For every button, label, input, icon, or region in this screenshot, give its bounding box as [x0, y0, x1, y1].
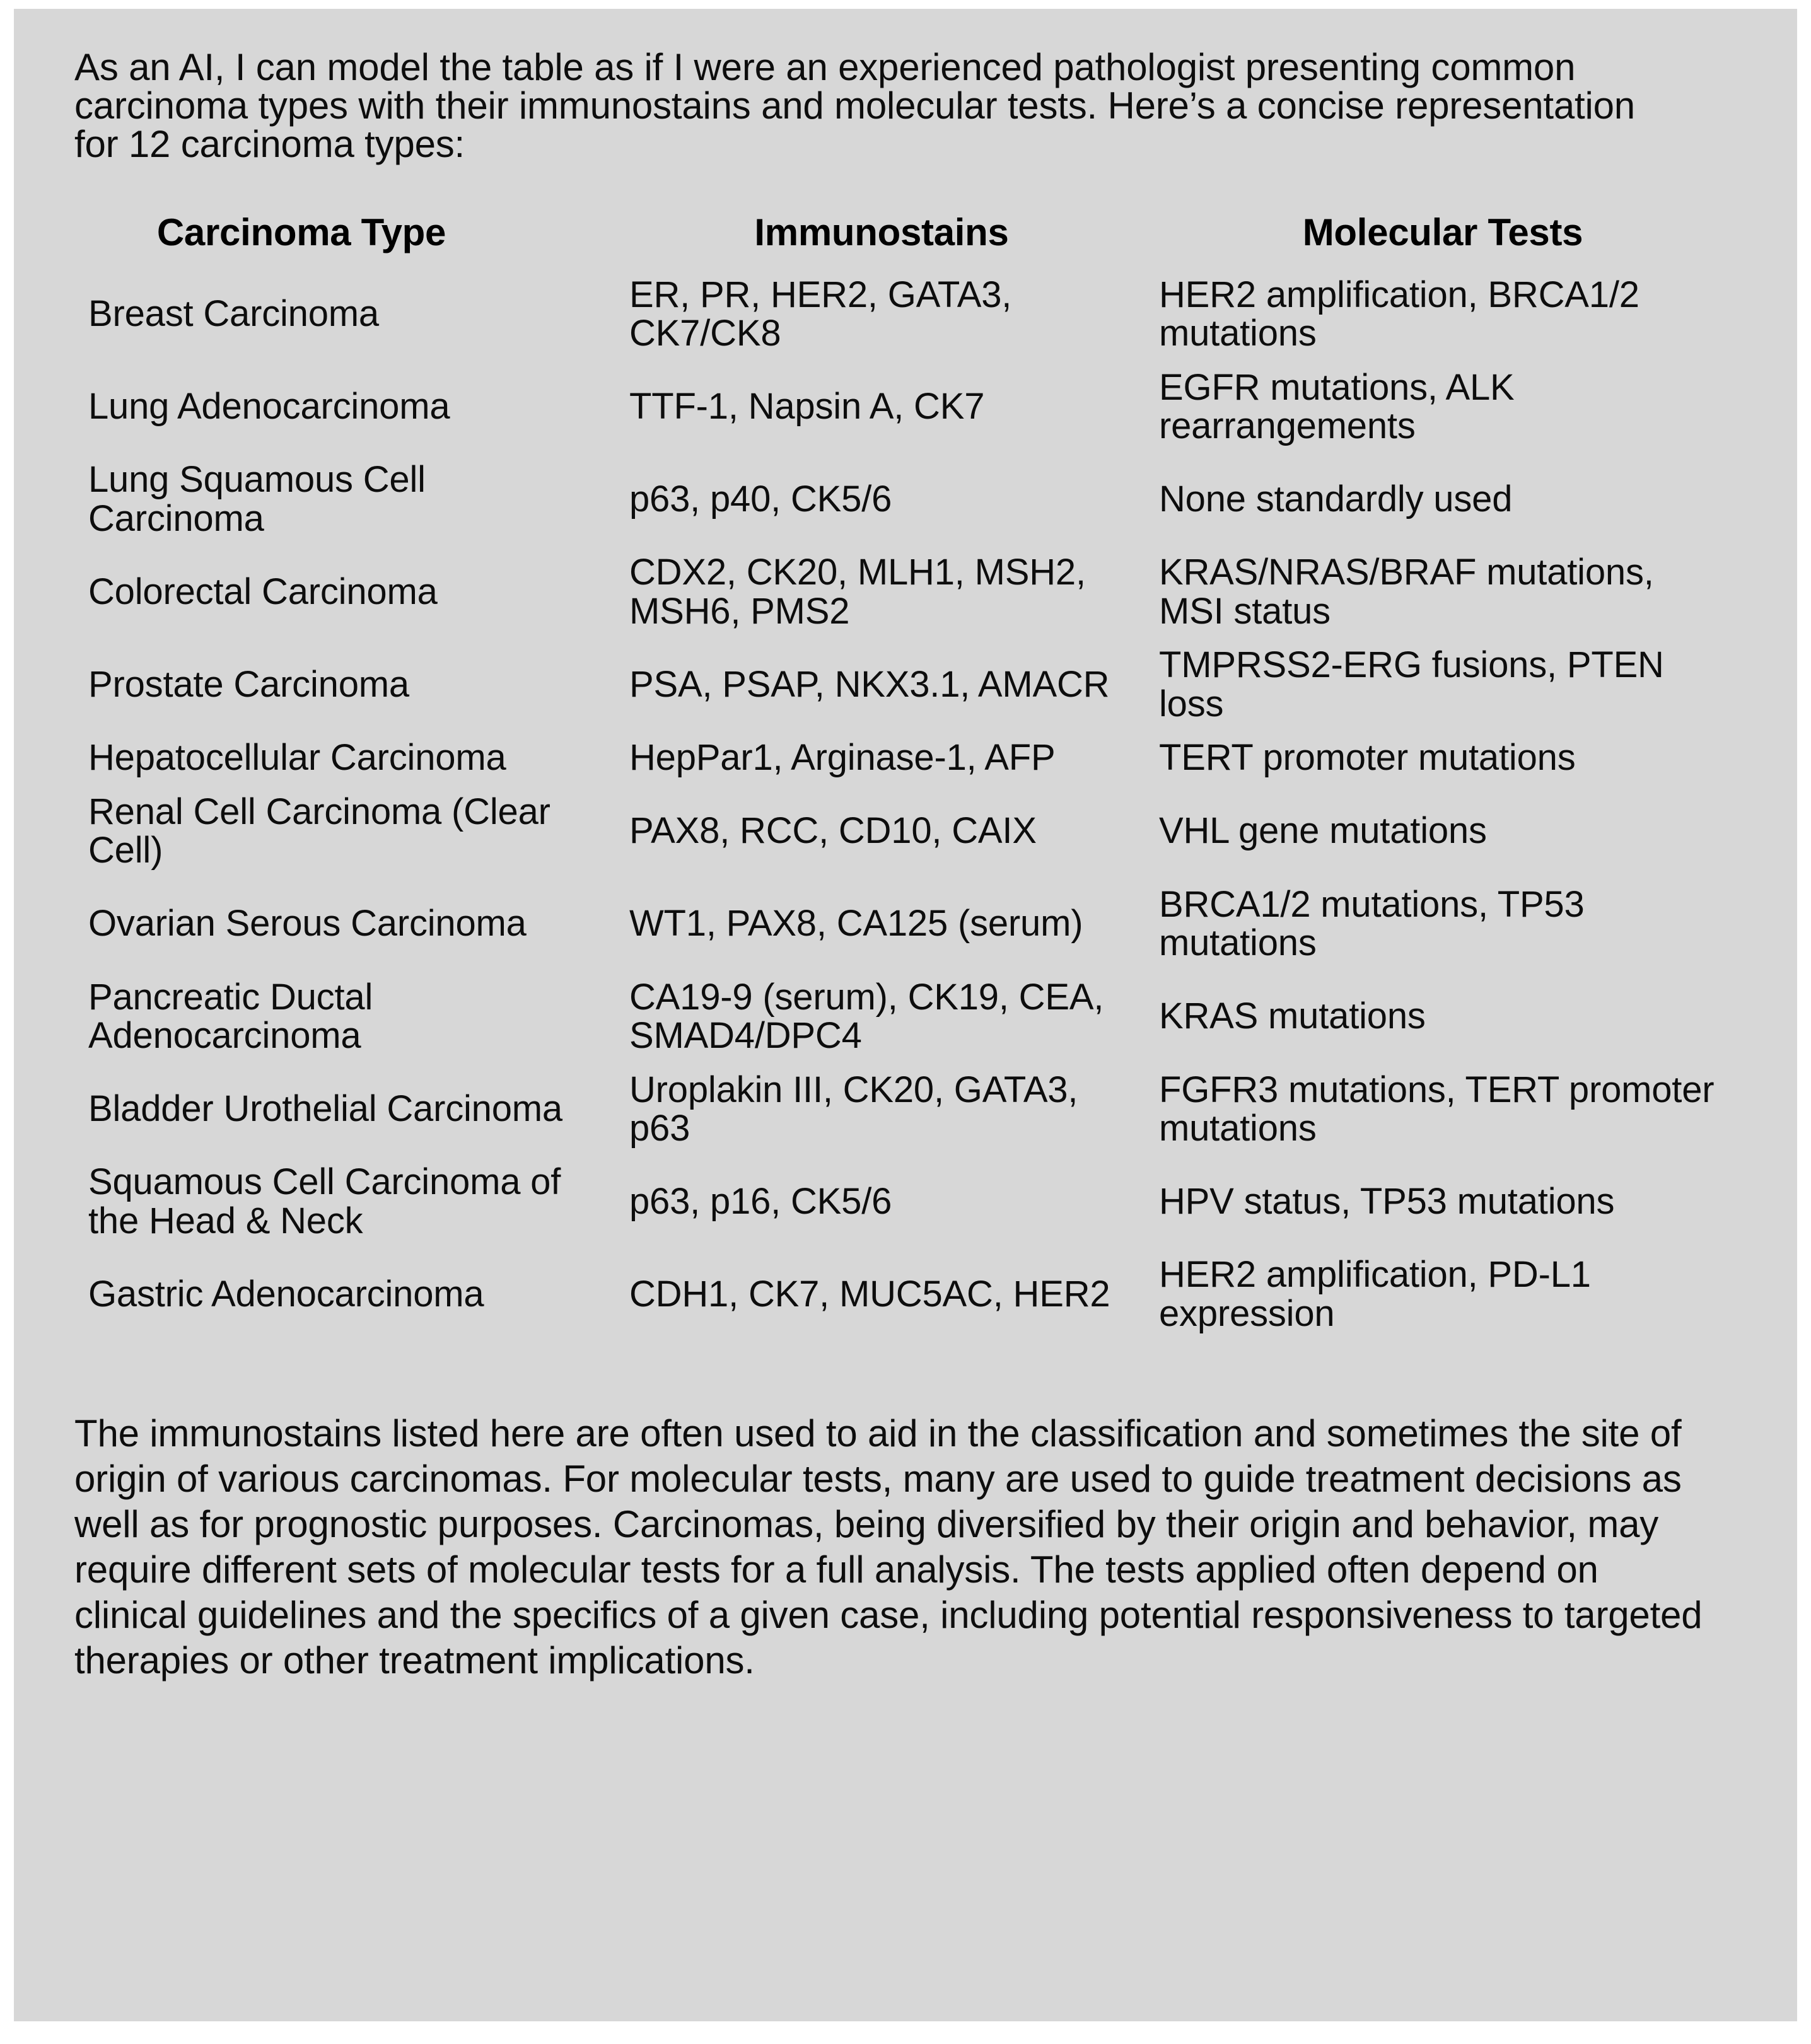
table-row	[74, 1155, 1727, 1248]
table-row	[74, 878, 1727, 970]
cell-carcinoma-type: Pancreatic Ductal Adenocarcinoma	[88, 976, 373, 1057]
intro-paragraph: As an AI, I can model the table as if I were an experienced pathologist presenting common carcinoma types with their immunostains and molecular tests. Here’s a concise representation for 12 carcinoma types:	[74, 46, 1635, 166]
cell-molecular-tests: HER2 amplification, BRCA1/2 mutations	[1159, 274, 1639, 354]
cell-carcinoma-type: Gastric Adenocarcinoma	[88, 1274, 484, 1315]
table-row	[74, 785, 1727, 878]
table-row	[74, 545, 1727, 638]
cell-immunostains: HepPar1, Arginase-1, AFP	[629, 737, 1056, 779]
cell-immunostains: PSA, PSAP, NKX3.1, AMACR	[629, 664, 1110, 706]
cell-immunostains: Uroplakin III, CK20, GATA3, p63	[629, 1069, 1078, 1149]
cell-immunostains: PAX8, RCC, CD10, CAIX	[629, 810, 1037, 852]
cell-immunostains: CDH1, CK7, MUC5AC, HER2	[629, 1274, 1110, 1315]
column-header-carcinoma-type: Carcinoma Type	[156, 211, 446, 253]
cell-molecular-tests: TMPRSS2-ERG fusions, PTEN loss	[1159, 644, 1664, 724]
cell-molecular-tests: None standardly used	[1159, 479, 1513, 520]
cell-carcinoma-type: Renal Cell Carcinoma (Clear Cell)	[88, 791, 550, 871]
cell-molecular-tests: KRAS mutations	[1159, 996, 1426, 1037]
cell-immunostains: CA19-9 (serum), CK19, CEA, SMAD4/DPC4	[629, 976, 1104, 1057]
cell-molecular-tests: TERT promoter mutations	[1159, 737, 1576, 779]
table-body	[74, 268, 1727, 1341]
table-row	[74, 1248, 1727, 1340]
cell-carcinoma-type: Prostate Carcinoma	[88, 664, 409, 706]
cell-immunostains: WT1, PAX8, CA125 (serum)	[629, 903, 1083, 944]
cell-immunostains: p63, p16, CK5/6	[629, 1181, 892, 1222]
cell-molecular-tests: KRAS/NRAS/BRAF mutations, MSI status	[1159, 552, 1654, 632]
cell-molecular-tests: VHL gene mutations	[1159, 810, 1487, 852]
table-row	[74, 453, 1727, 545]
cell-immunostains: TTF-1, Napsin A, CK7	[629, 386, 985, 427]
carcinoma-table	[74, 211, 1727, 1341]
content-panel	[14, 9, 1797, 2021]
column-header-molecular-tests: Molecular Tests	[1302, 211, 1583, 253]
table-row	[74, 268, 1727, 361]
cell-molecular-tests: EGFR mutations, ALK rearrangements	[1159, 366, 1515, 446]
cell-carcinoma-type: Lung Adenocarcinoma	[88, 386, 450, 427]
table-row	[74, 638, 1727, 731]
column-header-immunostains: Immunostains	[754, 211, 1009, 253]
cell-molecular-tests: BRCA1/2 mutations, TP53 mutations	[1159, 883, 1585, 964]
cell-carcinoma-type: Hepatocellular Carcinoma	[88, 737, 506, 779]
table-header	[74, 211, 1727, 268]
cell-carcinoma-type: Bladder Urothelial Carcinoma	[88, 1088, 562, 1130]
outro-paragraph: The immunostains listed here are often used to aid in the classification and sometimes the site of origin of various carcinomas. For molecular tests, many are used to guide treatment decisions as well as for prognostic purposes. Carcinomas, being diversified by their origin and behavior, may require different sets of molecular tests for a full analysis. The tests applied often depend on clinical guidelines and the specifics of a given case, including potential responsiveness to targeted therapies or other treatment implications.	[74, 1412, 1703, 1682]
cell-immunostains: ER, PR, HER2, GATA3, CK7/CK8	[629, 274, 1012, 354]
cell-carcinoma-type: Breast Carcinoma	[88, 293, 379, 335]
panel-inner	[14, 9, 1797, 1683]
table-row	[74, 970, 1727, 1063]
table-row	[74, 361, 1727, 453]
cell-molecular-tests: HPV status, TP53 mutations	[1159, 1181, 1615, 1222]
cell-carcinoma-type: Lung Squamous Cell Carcinoma	[88, 459, 426, 539]
carcinoma-table-container	[74, 211, 1727, 1341]
cell-immunostains: CDX2, CK20, MLH1, MSH2, MSH6, PMS2	[629, 552, 1086, 632]
table-row	[74, 1063, 1727, 1156]
cell-molecular-tests: HER2 amplification, PD-L1 expression	[1159, 1254, 1591, 1334]
cell-immunostains: p63, p40, CK5/6	[629, 479, 892, 520]
cell-molecular-tests: FGFR3 mutations, TERT promoter mutations	[1159, 1069, 1715, 1149]
cell-carcinoma-type: Colorectal Carcinoma	[88, 571, 438, 613]
cell-carcinoma-type: Squamous Cell Carcinoma of the Head & Neck	[88, 1161, 561, 1241]
cell-carcinoma-type: Ovarian Serous Carcinoma	[88, 903, 527, 944]
table-header-row	[74, 211, 1727, 268]
table-row	[74, 731, 1727, 784]
